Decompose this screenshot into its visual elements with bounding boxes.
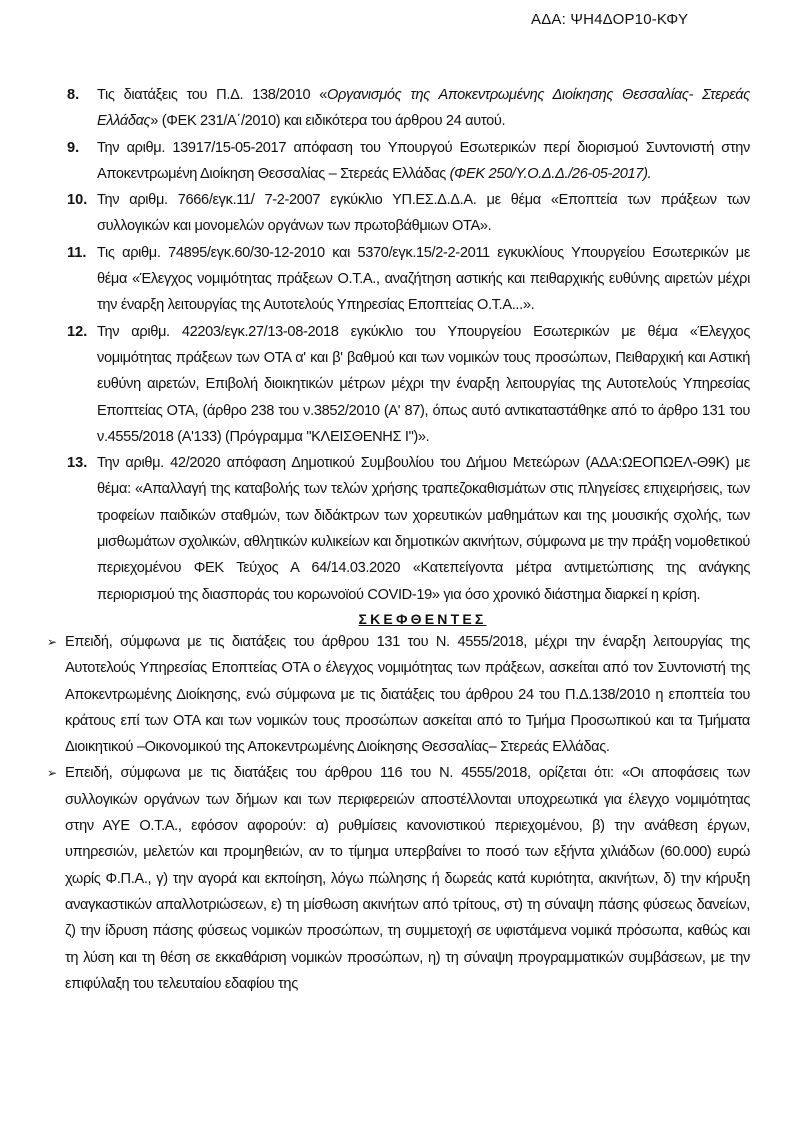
item-number: 11. <box>67 244 87 261</box>
item-text: Την αριθμ. 42203/εγκ.27/13-08-2018 εγκύκλιο του Υπουργείου Εσωτερικών με θέμα «Έλεγχος νομιμότητας πράξεων των ΟΤΑ α' και β' βαθμού και των νομικών τους προσώπων, Πειθαρχική και Αστική ευθύνη αιρετών, Επιβολή διοικητικών μέτρων μέχρι την έναρξη λειτουργίας της Αυτοτελούς Υπηρεσίας Εποπτείας ΟΤΑ, (άρθρο 238 του ν.3852/2010 (Α' 87), όπως αυτό αντικαταστάθηκε από το άρθρο 131 του ν.4555/2018 (Α'133) (Πρόγραμμα "ΚΛΕΙΣΘΕΝΗΣ Ι")». <box>97 323 750 445</box>
item-number: 9. <box>67 139 80 156</box>
document-body <box>0 82 800 997</box>
bullet-item <box>47 629 750 760</box>
item-text: Την αριθμ. 7666/εγκ.11/ 7-2-2007 εγκύκλιο ΥΠ.ΕΣ.Δ.Δ.Α. με θέμα «Εποπτεία των πράξεων των συλλογικών και μονομελών οργάνων των πρωτοβάθμιων ΟΤΑ». <box>97 192 750 235</box>
item-number: 13. <box>67 455 88 472</box>
section-heading: ΣΚΕΦΘΕΝΤΕΣ <box>358 610 487 627</box>
bullet-text: Επειδή, σύμφωνα με τις διατάξεις του άρθρου 131 του Ν. 4555/2018, μέχρι την έναρξη λειτουργίας της Αυτοτελούς Υπηρεσίας Εποπτείας ΟΤΑ ο έλεγχος νομιμότητας των πράξεων, ασκείται από τον Συντονιστή της Αποκεντρωμένης Διοίκησης, ενώ σύμφωνα με τις διατάξεις του άρθρου 24 του Π.Δ.138/2010 η εποπτεία του κράτους επί των ΟΤΑ και των νομικών τους προσώπων ασκείται από το Τμήμα Προσωπικού και τα Τμήματα Διοικητικού –Οικονομικού της Αποκεντρωμένης Διοίκησης Θεσσαλίας– Στερεάς Ελλάδας. <box>65 633 750 756</box>
arrow-bullet-icon: ➢ <box>47 634 58 649</box>
arrow-bullet-icon: ➢ <box>47 766 58 781</box>
item-number: 10. <box>67 192 88 209</box>
list-item-9 <box>67 135 750 188</box>
item-text: Την αριθμ. 13917/15-05-2017 απόφαση του Υπουργού Εσωτερικών περί διορισμού Συντονιστή στην Αποκεντρωμένη Διοίκηση Θεσσαλίας – Στερεάς Ελλάδας (ΦΕΚ 250/Υ.Ο.Δ.Δ./26-05-2017). <box>97 139 750 182</box>
ada-identifier: ΑΔΑ: ΨΗ4ΔΟΡ10-ΚΦΥ <box>531 11 689 28</box>
list-item-11 <box>67 240 750 319</box>
item-number: 8. <box>67 87 80 103</box>
list-item-12 <box>67 319 750 450</box>
item-text: Τις διατάξεις του Π.Δ. 138/2010 «Οργανισμός της Αποκεντρωμένης Διοίκησης Θεσσαλίας- Στερεάς Ελλάδας» (ΦΕΚ 231/Α΄/2010) και ειδικότερα του άρθρου 24 αυτού. <box>97 87 750 130</box>
list-item-10 <box>67 187 750 240</box>
list-item-8 <box>67 82 750 135</box>
bullet-item <box>47 760 750 997</box>
bullet-text: Επειδή, σύμφωνα με τις διατάξεις του άρθρου 116 του Ν. 4555/2018, ορίζεται ότι: «Οι αποφάσεις των συλλογικών οργάνων των δήμων και των περιφερειών αποστέλλονται υποχρεωτικά για έλεγχο νομιμότητας στην ΑΥΕ Ο.Τ.Α., εφόσον αφορούν: α) ρυθμίσεις κανονιστικού περιεχομένου, β) την ανάθεση έργων, υπηρεσιών, μελετών και προμηθειών, αν το τίμημα υπερβαίνει το ποσό των εξήντα χιλιάδων (60.000) ευρώ χωρίς Φ.Π.Α., γ) την αγορά και εκποίηση, λόγω πώλησης ή δωρεάς κατά κυριότητα, ακινήτων, δ) την κήρυξη αναγκαστικών απαλλοτριώσεων, ε) τη μίσθωση ακινήτων από τρίτους, στ) τη σύναψη πάσης φύσεως δανείων, ζ) την ίδρυση πάσης φύσεως νομικών προσώπων, τη συμμετοχή σε υφιστάμενα νομικά πρόσωπα, καθώς και τη λύση και τη θέση σε εκκαθάριση νομικών προσώπων, η) τη σύναψη προγραμματικών συμβάσεων, με την επιφύλαξη του τελευταίου εδαφίου της <box>65 765 750 992</box>
item-text: Την αριθμ. 42/2020 απόφαση Δημοτικού Συμβουλίου του Δήμου Μετεώρων (ΑΔΑ:ΩΕΟΠΩΕΛ-Θ9Κ) με θέμα: «Απαλλαγή της καταβολής των τελών χρήσης τραπεζοκαθισμάτων στις πληγείσες επιχειρήσεις, των τροφείων παιδικών σταθμών, των διδάκτρων των χορευτικών μαθημάτων και της μουσικής σχολής, των μισθωμάτων σχολικών, αθλητικών κυλικείων και δημοτικών ακινήτων, σύμφωνα με την πράξη νομοθετικού περιεχομένου ΦΕΚ Τεύχος Α 64/14.03.2020 «Κατεπείγοντα μέτρα αντιμετώπισης της ανάγκης περιορισμού της διασποράς του κορωνοϊού COVID-19» για όσο χρονικό διάστημα διαρκεί η κρίση. <box>97 455 750 603</box>
item-number: 12. <box>67 323 88 340</box>
list-item-13 <box>67 450 750 608</box>
item-text: Τις αριθμ. 74895/εγκ.60/30-12-2010 και 5370/εγκ.15/2-2-2011 εγκυκλίους Υπουργείου Εσωτερικών με θέμα «Έλεγχος νομιμότητας πράξεων Ο.Τ.Α., αναζήτηση αστικής και πειθαρχικής ευθύνης αιρετών μέχρι την έναρξη λειτουργίας της Αυτοτελούς Υπηρεσίας Εποπτείας Ο.Τ.Α...». <box>97 244 750 314</box>
